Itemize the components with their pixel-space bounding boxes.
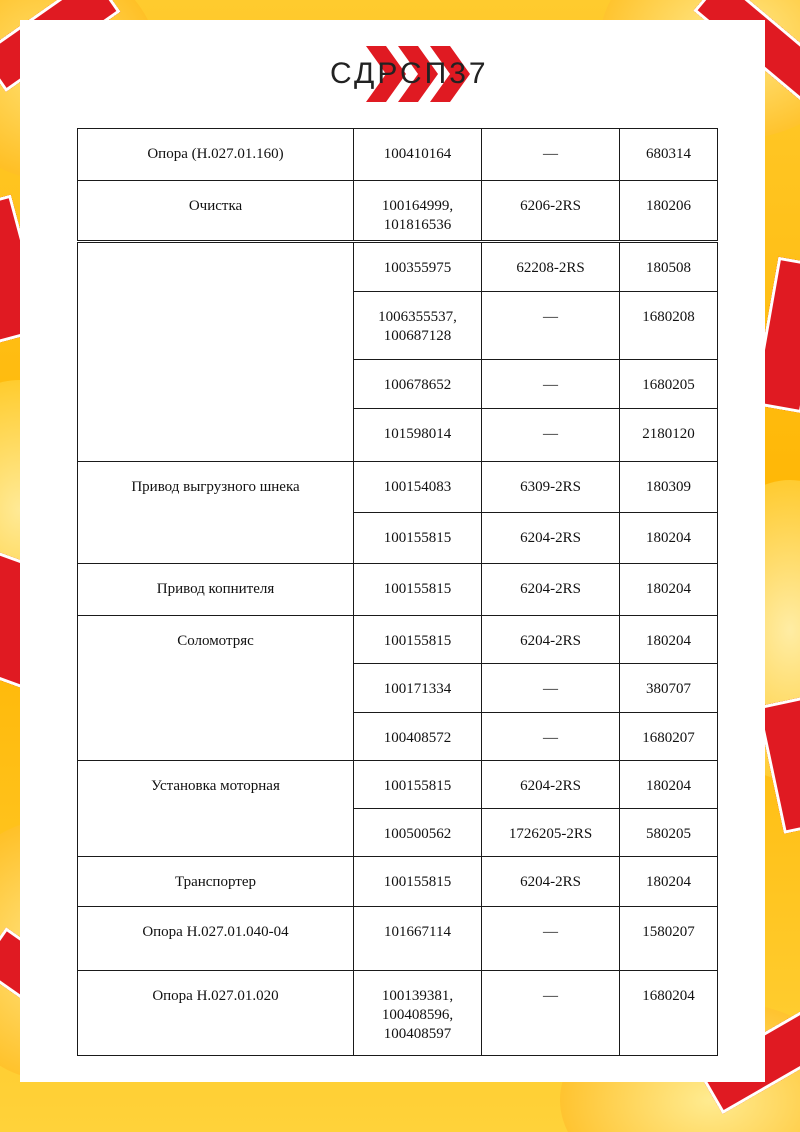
gost-cell: 680314 <box>620 129 718 181</box>
part-number-cell: 1006355537, 100687128 <box>354 292 482 360</box>
part-number-cell: 100155815 <box>354 513 482 564</box>
bearing-cell: — <box>482 360 620 409</box>
part-number-cell: 100155815 <box>354 761 482 809</box>
bearing-cell: 6206-2RS <box>482 181 620 241</box>
assembly-name-cell: Установка моторная <box>78 761 354 857</box>
bearing-cell: — <box>482 664 620 713</box>
gost-cell: 180204 <box>620 761 718 809</box>
gost-cell: 380707 <box>620 664 718 713</box>
gost-cell: 2180120 <box>620 409 718 462</box>
table-row <box>78 616 718 664</box>
part-number-cell: 100408572 <box>354 713 482 761</box>
table-row <box>78 129 718 181</box>
part-number-cell: 100155815 <box>354 616 482 664</box>
gost-cell: 180204 <box>620 616 718 664</box>
table-row <box>78 761 718 809</box>
bearing-cell: — <box>482 409 620 462</box>
part-number-cell: 101598014 <box>354 409 482 462</box>
table-row <box>78 181 718 241</box>
company-logo <box>330 42 510 106</box>
part-number-cell: 100171334 <box>354 664 482 713</box>
part-number-cell: 100164999, 101816536 <box>354 181 482 241</box>
gost-cell: 180309 <box>620 462 718 513</box>
bearing-cell: — <box>482 292 620 360</box>
gost-cell: 180204 <box>620 513 718 564</box>
assembly-name-cell: Опора (Н.027.01.160) <box>78 129 354 181</box>
part-number-cell: 100155815 <box>354 564 482 616</box>
table-row <box>78 907 718 971</box>
assembly-name-cell: Очистка <box>78 181 354 241</box>
assembly-name-cell: Привод выгрузного шнека <box>78 462 354 564</box>
bearing-cell: 6204-2RS <box>482 857 620 907</box>
gost-cell: 180508 <box>620 243 718 292</box>
logo-text: СДРСП37 <box>330 57 489 90</box>
bearing-cell: 6204-2RS <box>482 513 620 564</box>
bearing-cell: — <box>482 971 620 1056</box>
table-row <box>78 462 718 513</box>
table-row <box>78 971 718 1056</box>
assembly-name-cell <box>78 243 354 462</box>
bearing-cell: 6204-2RS <box>482 564 620 616</box>
assembly-name-cell: Соломотряс <box>78 616 354 761</box>
gost-cell: 1680207 <box>620 713 718 761</box>
assembly-name-cell: Транспортер <box>78 857 354 907</box>
table-row <box>78 243 718 292</box>
part-number-cell: 100355975 <box>354 243 482 292</box>
part-number-cell: 101667114 <box>354 907 482 971</box>
gost-cell: 1680204 <box>620 971 718 1056</box>
gost-cell: 1580207 <box>620 907 718 971</box>
part-number-cell: 100410164 <box>354 129 482 181</box>
table-row <box>78 564 718 616</box>
bearing-cell: — <box>482 713 620 761</box>
bearing-cell: 6309-2RS <box>482 462 620 513</box>
gost-cell: 580205 <box>620 809 718 857</box>
parts-table-top <box>77 128 718 241</box>
bearing-cell: 62208-2RS <box>482 243 620 292</box>
part-number-cell: 100155815 <box>354 857 482 907</box>
part-number-cell: 100139381, 100408596, 100408597 <box>354 971 482 1056</box>
bearing-cell: 1726205-2RS <box>482 809 620 857</box>
gost-cell: 1680208 <box>620 292 718 360</box>
bearing-cell: — <box>482 907 620 971</box>
gost-cell: 1680205 <box>620 360 718 409</box>
assembly-name-cell: Опора Н.027.01.040-04 <box>78 907 354 971</box>
gost-cell: 180206 <box>620 181 718 241</box>
parts-table-main <box>77 242 718 1056</box>
bearing-cell: 6204-2RS <box>482 616 620 664</box>
gost-cell: 180204 <box>620 857 718 907</box>
bearing-cell: 6204-2RS <box>482 761 620 809</box>
gost-cell: 180204 <box>620 564 718 616</box>
assembly-name-cell: Опора Н.027.01.020 <box>78 971 354 1056</box>
part-number-cell: 100500562 <box>354 809 482 857</box>
table-row <box>78 857 718 907</box>
bearing-cell: — <box>482 129 620 181</box>
part-number-cell: 100678652 <box>354 360 482 409</box>
part-number-cell: 100154083 <box>354 462 482 513</box>
assembly-name-cell: Привод копнителя <box>78 564 354 616</box>
